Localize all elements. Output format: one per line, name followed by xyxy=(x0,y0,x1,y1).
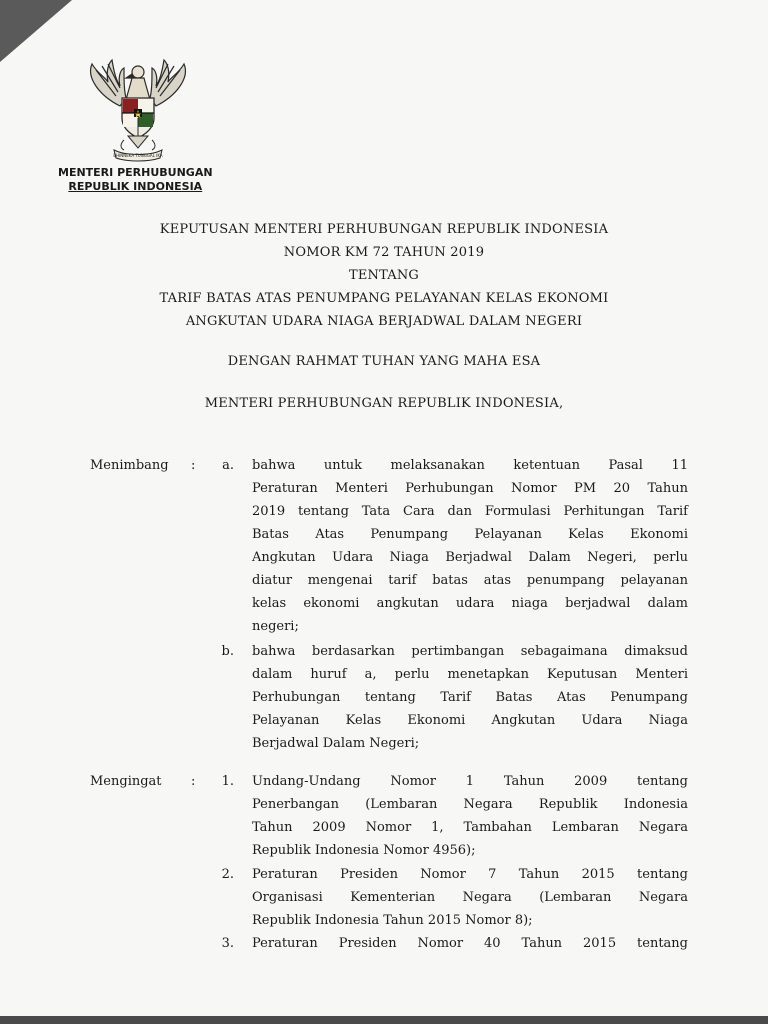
text-line: 2019 tentang Tata Cara dan Formulasi Perhitungan Tarif xyxy=(252,504,688,519)
text-line: Peraturan Presiden Nomor 40 Tahun 2015 tentang xyxy=(252,936,688,951)
item-marker: 1. xyxy=(221,774,234,789)
text-line: bahwa untuk melaksanakan ketentuan Pasal 11 xyxy=(252,458,688,473)
section-label: Menimbang xyxy=(90,458,169,473)
decree-subject-line2: ANGKUTAN UDARA NIAGA BERJADWAL DALAM NEGERI xyxy=(185,314,583,329)
invocation: DENGAN RAHMAT TUHAN YANG MAHA ESA xyxy=(227,354,541,369)
item-text xyxy=(252,863,688,932)
item-text xyxy=(252,932,688,955)
section-colon: : xyxy=(191,774,196,789)
section-colon: : xyxy=(191,458,196,473)
decree-type: KEPUTUSAN MENTERI PERHUBUNGAN REPUBLIK INDONESIA xyxy=(159,222,609,237)
garuda-emblem-icon xyxy=(80,56,196,162)
item-text xyxy=(252,770,688,862)
decree-subject-line1: TARIF BATAS ATAS PENUMPANG PELAYANAN KELAS EKONOMI xyxy=(159,291,609,306)
item-marker: a. xyxy=(222,458,234,473)
issuer-heading: MENTERI PERHUBUNGAN REPUBLIK INDONESIA, xyxy=(204,396,564,411)
folded-corner xyxy=(0,0,72,62)
item-marker: 3. xyxy=(221,936,234,951)
text-line: Republik Indonesia Tahun 2015 Nomor 8); xyxy=(252,913,533,928)
text-line: Angkutan Udara Niaga Berjadwal Dalam Negeri, perlu xyxy=(252,550,688,565)
text-line: diatur mengenai tarif batas atas penumpang pelayanan xyxy=(252,573,688,588)
text-line: dalam huruf a, perlu menetapkan Keputusan Menteri xyxy=(252,667,688,682)
ministry-title: MENTERI PERHUBUNGAN xyxy=(58,166,213,179)
text-line: Peraturan Menteri Perhubungan Nomor PM 20 Tahun xyxy=(252,481,688,496)
emblem-motto: BHINNEKA TUNGGAL IKA xyxy=(113,153,163,158)
text-line: negeri; xyxy=(252,619,299,634)
text-line: Undang-Undang Nomor 1 Tahun 2009 tentang xyxy=(252,774,688,789)
ministry-letterhead xyxy=(58,166,213,194)
text-line: Berjadwal Dalam Negeri; xyxy=(252,736,420,751)
text-line: Batas Atas Penumpang Pelayanan Kelas Ekonomi xyxy=(252,527,688,542)
text-line: Organisasi Kementerian Negara (Lembaran Negara xyxy=(252,890,688,905)
item-marker: 2. xyxy=(221,867,234,882)
text-line: Penerbangan (Lembaran Negara Republik Indonesia xyxy=(252,797,688,812)
text-line: Pelayanan Kelas Ekonomi Angkutan Udara Niaga xyxy=(252,713,688,728)
item-marker: b. xyxy=(221,644,234,659)
text-line: Republik Indonesia Nomor 4956); xyxy=(252,843,476,858)
text-line: Tahun 2009 Nomor 1, Tambahan Lembaran Negara xyxy=(252,820,688,835)
text-line: kelas ekonomi angkutan udara niaga berjadwal dalam xyxy=(252,596,688,611)
ministry-country: REPUBLIK INDONESIA xyxy=(68,180,203,193)
scan-edge xyxy=(0,1016,768,1024)
text-line: bahwa berdasarkan pertimbangan sebagaimana dimaksud xyxy=(252,644,688,659)
decree-title xyxy=(0,218,768,333)
decree-number: NOMOR KM 72 TAHUN 2019 xyxy=(283,245,485,260)
text-line: Perhubungan tentang Tarif Batas Atas Penumpang xyxy=(252,690,688,705)
item-text xyxy=(252,640,688,755)
section-label: Mengingat xyxy=(90,774,162,789)
text-line: Peraturan Presiden Nomor 7 Tahun 2015 tentang xyxy=(252,867,688,882)
decree-about: TENTANG xyxy=(348,268,420,283)
item-text xyxy=(252,454,688,638)
